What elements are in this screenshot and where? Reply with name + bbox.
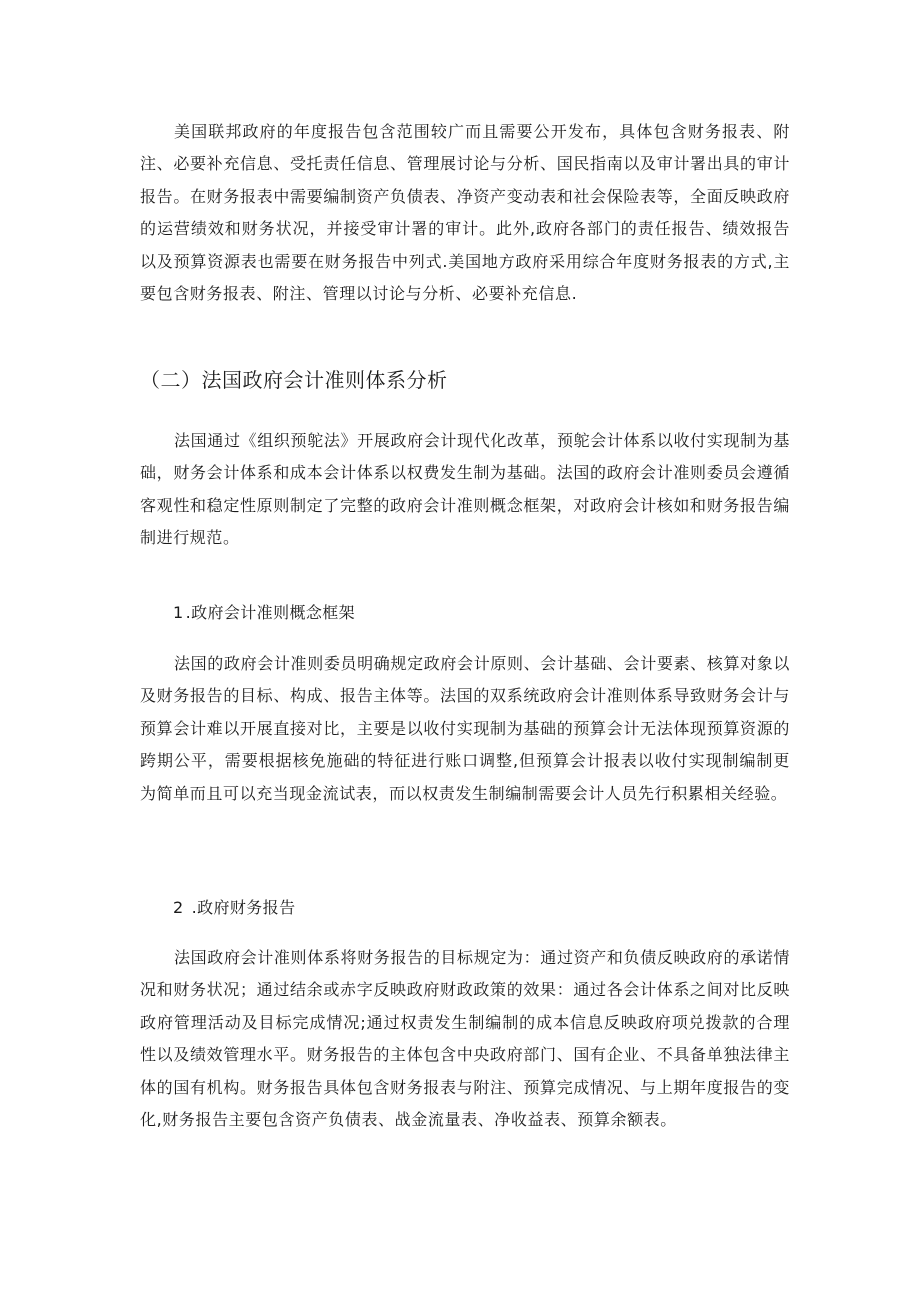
subsection-number: 2	[173, 898, 184, 917]
subsection-title: .政府会计准则概念框架	[185, 603, 356, 622]
subsection-title: .政府财务报告	[191, 898, 296, 917]
paragraph-financial-report: 法国政府会计准则体系将财务报告的目标规定为：通过资产和负债反映政府的承诺情况和财务状况；通过结余或赤字反映政府财政政策的效果：通过各会计体系之间对比反映政府管理活动及目标完成情况;通过权责发生制编制的成本信息反映政府项兑拨款的合理性以及绩效管理水平。财务报告的主体包含中央政府部门、国有企业、不具备单独法律主体的国有机构。财务报告具体包含财务报表与附注、预算完成情况、与上期年度报告的变化,财务报告主要包含资产负债表、战金流量表、净收益表、预算余额表。	[140, 948, 790, 1130]
subsection-number: 1	[173, 603, 184, 622]
paragraph-us-federal-report: 美国联邦政府的年度报告包含范围较广而且需要公开发布，具体包含财务报表、附注、必要补充信息、受托责任信息、管理展讨论与分析、国民指南以及审计署出具的审计报告。在财务报表中需要编制资产负债表、净资产变动表和社会保险表等，全面反映政府的运营绩效和财务状况，并接受审计署的审计。此外,政府各部门的责任报告、绩效报告以及预算资源表也需要在财务报告中列式.美国地方政府采用综合年度财务报表的方式,主要包含财务报表、附注、管理以讨论与分析、必要补充信息.	[140, 122, 790, 304]
paragraph-concept-framework: 法国的政府会计准则委员明确规定政府会计原则、会计基础、会计要素、核算对象以及财务报告的目标、构成、报告主体等。法国的双系统政府会计准则体系导致财务会计与预算会计难以开展直接对比，主要是以收付实现制为基础的预算会计无法体现预算资源的跨期公平，需要根据核免施础的特征进行账口调整,但预算会计报表以收付实现制编制更为简单而且可以充当现金流试表，而以权责发生制编制需要会计人员先行积累相关经验。	[140, 654, 790, 803]
subsection-heading-financial-report	[173, 896, 295, 920]
subsection-heading-concept-framework	[173, 601, 355, 625]
section-heading-france: （二）法国政府会计准则体系分析	[140, 368, 448, 392]
paragraph-france-reform: 法国通过《组织预鸵法》开展政府会计现代化改革，预鸵会计体系以收付实现制为基础，财务会计体系和成本会计体系以权费发生制为基础。法国的政府会计准则委员会遵循客观性和稳定性原则制定了完整的政府会计准则概念框架，对政府会计核如和财务报告编制进行规范。	[140, 431, 790, 548]
